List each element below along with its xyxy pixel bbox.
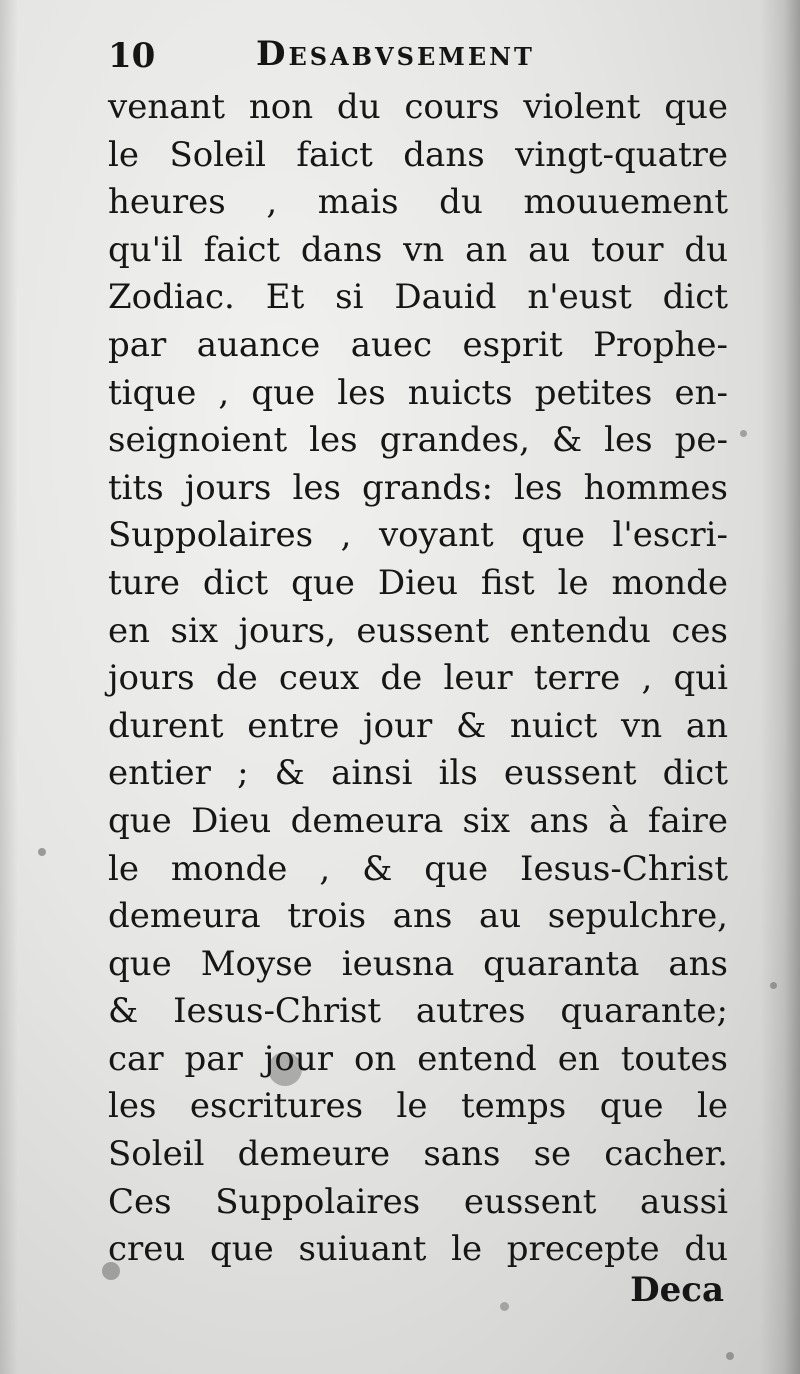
running-head — [108, 30, 668, 80]
ink-spot — [770, 982, 777, 989]
text-line: tits jours les grands: les hommes — [108, 467, 728, 508]
text-line: les escritures le temps que le — [108, 1086, 728, 1127]
text-line: seignoient les grandes, & les pe- — [108, 420, 728, 461]
text-line: par auance auec esprit Prophe- — [108, 324, 728, 365]
text-line: le monde , & que Iesus-Christ — [108, 848, 728, 889]
running-title: Desabvsement — [256, 34, 535, 74]
text-line: ture dict que Dieu fist le monde — [108, 562, 728, 603]
text-line: jours de ceux de leur terre , qui — [108, 658, 728, 699]
text-line: que Moyse ieusna quaranta ans — [108, 943, 728, 984]
ink-spot — [500, 1302, 509, 1311]
text-line: Ces Suppolaires eussent aussi — [108, 1181, 728, 1222]
catchword: Deca — [630, 1270, 724, 1310]
text-line: venant non du cours violent que — [108, 87, 728, 127]
body-text — [108, 84, 728, 1274]
text-line: que Dieu demeura six ans à faire — [108, 800, 728, 841]
text-line: car par jour on entend en toutes — [108, 1038, 728, 1079]
ink-spot — [38, 848, 46, 856]
text-line: & Iesus-Christ autres quarante; — [108, 991, 728, 1032]
page-number: 10 — [108, 36, 156, 76]
page-edge-shadow — [760, 0, 800, 1374]
text-line: Zodiac. Et si Dauid n'eust dict — [108, 277, 728, 318]
text-line: Soleil demeure sans se cacher. — [108, 1134, 728, 1175]
ink-spot — [726, 1352, 734, 1360]
page-gutter-shadow — [0, 0, 18, 1374]
text-line: creu que suiuant le precepte du — [108, 1229, 728, 1270]
ink-spot — [740, 430, 747, 437]
text-line: entier ; & ainsi ils eussent dict — [108, 753, 728, 794]
text-line: demeura trois ans au sepulchre, — [108, 896, 728, 937]
text-line: tique , que les nuicts petites en- — [108, 372, 728, 413]
text-line: le Soleil faict dans vingt-quatre — [108, 134, 728, 175]
text-line: durent entre jour & nuict vn an — [108, 705, 728, 746]
text-line: qu'il faict dans vn an au tour du — [108, 229, 728, 270]
text-line: heures , mais du mouuement — [108, 182, 728, 223]
text-line: en six jours, eussent entendu ces — [108, 610, 728, 651]
text-line: Suppolaires , voyant que l'escri- — [108, 515, 728, 556]
